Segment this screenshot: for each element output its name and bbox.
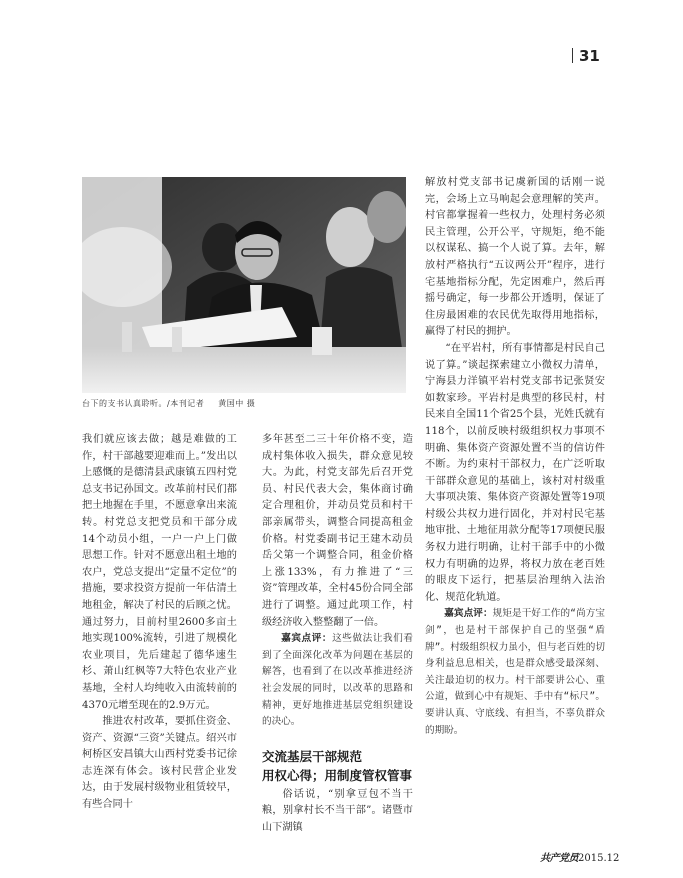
photo-caption: [82, 398, 406, 409]
article-column-3: [425, 175, 605, 739]
paragraph: 解放村党支部书记虞新国的话刚一说完，会场上立马响起会意理解的笑声。村官都掌握着一些权力，处理村务必须民主管理，公开公平，守规矩，绝不能以权谋私、搞一个人说了算。去年，解放村严格执行“五议两公开”程序，进行宅基地指标分配，先定困难户，然后再摇号确定，每一步都公开透明，保证了住房最困难的农民优先取得用地指标，赢得了村民的拥护。: [425, 177, 605, 338]
paragraph: “在平岩村，所有事情都是村民自己说了算。”谈起探索建立小微权力清单，宁海县力洋镇平岩村党支部书记张贤安如数家珍。平岩村是典型的移民村，村民来自全国11个省25个县，光姓氏就有118个，以前反映村级组织权力事项不明确、集体资产资源处置不当的信访件不断。为约束村干部权力，在广泛听取干部群众意见的基础上，该村对村级重大事项决策、集体资产资源处置等19项村级公共权力进行固化，并对村民宅基地审批、土地征用款分配等17项便民服务权力进行明确，让村干部手中的小微权力有明确的边界，将权力放在老百姓的眼皮下运行，把基层治理纳入法治化、规范化轨道。: [425, 342, 605, 603]
page-number: 31: [572, 47, 600, 65]
magazine-footer: [540, 849, 619, 864]
article-column-2: [262, 432, 413, 836]
guest-comment: [262, 631, 413, 731]
section-heading: [262, 747, 413, 785]
magazine-logo: 共产党员: [540, 853, 578, 864]
guest-comment: [425, 606, 605, 739]
paragraph: 我们就应该去做；越是难做的工作，村干部越要迎难而上。”发出以上感慨的是德清县武康镇五四村党总支书记孙国文。改革前村民们都把土地握在手里，不愿意拿出来流转。村党总支把党员和干部分成14个动员小组，一户一户上门做思想工作。针对不愿意出租土地的农户，党总支提出“定量不定位”的措施，要求投资方提前一年估清土地租金，解决了村民的后顾之忧。通过努力，目前村里2600多亩土地实现100%流转，引进了规模化农业项目，先后建起了德华速生杉、萧山红枫等7大特色农业产业基地，全村人均纯收入由流转前的4370元增至现在的2.9万元。: [82, 434, 237, 711]
paragraph: 俗话说，“别拿豆包不当干粮，别拿村长不当干部”。诸暨市山下湖镇: [262, 788, 413, 833]
comment-label: 嘉宾点评：: [444, 608, 493, 620]
article-column-1: [82, 432, 237, 814]
issue-date: 2015.12: [578, 853, 620, 864]
meeting-photo: [82, 177, 406, 393]
comment-label: 嘉宾点评：: [281, 633, 333, 645]
comment-text: 规矩是干好工作的“尚方宝剑”，也是村干部保护自己的坚强“盾牌”。村级组织权力虽小，但与老百姓的切身利益息息相关，也是群众感受最深刻、关注最迫切的权力。村干部要讲公心、重公道，做到心中有规矩、手中有“标尺”。要讲认真、守底线、有担当，不辜负群众的期盼。: [425, 608, 606, 736]
photographer-credit: 黄国中 摄: [218, 399, 256, 408]
section-heading-line-1: 交流基层干部规范: [262, 748, 363, 764]
paragraph: 推进农村改革，要抓住资金、资产、资源“三资”关键点。绍兴市柯桥区安昌镇大山西村党委书记徐志连深有体会。该村民营企业发达，由于发展村级物业租赁较早，有些合同十: [82, 716, 237, 811]
paragraph: 多年甚至二三十年价格不变，造成村集体收入损失，群众意见较大。为此，村党支部先后召开党员、村民代表大会，集体商讨确定合理租价，并动员党员和村干部亲属带头，调整合同提高租金价格。村党委副书记王建木动员岳父第一个调整合同，租金价格上涨133%，有力推进了“三资”管理改革，全村45份合同全部进行了调整。通过此项工作，村级经济收入整整翻了一倍。: [262, 434, 413, 628]
section-heading-line-2: 用权心得；用制度管权管事: [262, 767, 413, 783]
caption-text: 台下的支书认真聆听。/本刊记者: [82, 399, 205, 408]
comment-text: 这些做法让我们看到了全面深化改革为问题在基层的解答，也看到了在以改革推进经济社会发展的同时，以改革的思路和精神，更好地推进基层党组织建设的决心。: [262, 633, 414, 728]
